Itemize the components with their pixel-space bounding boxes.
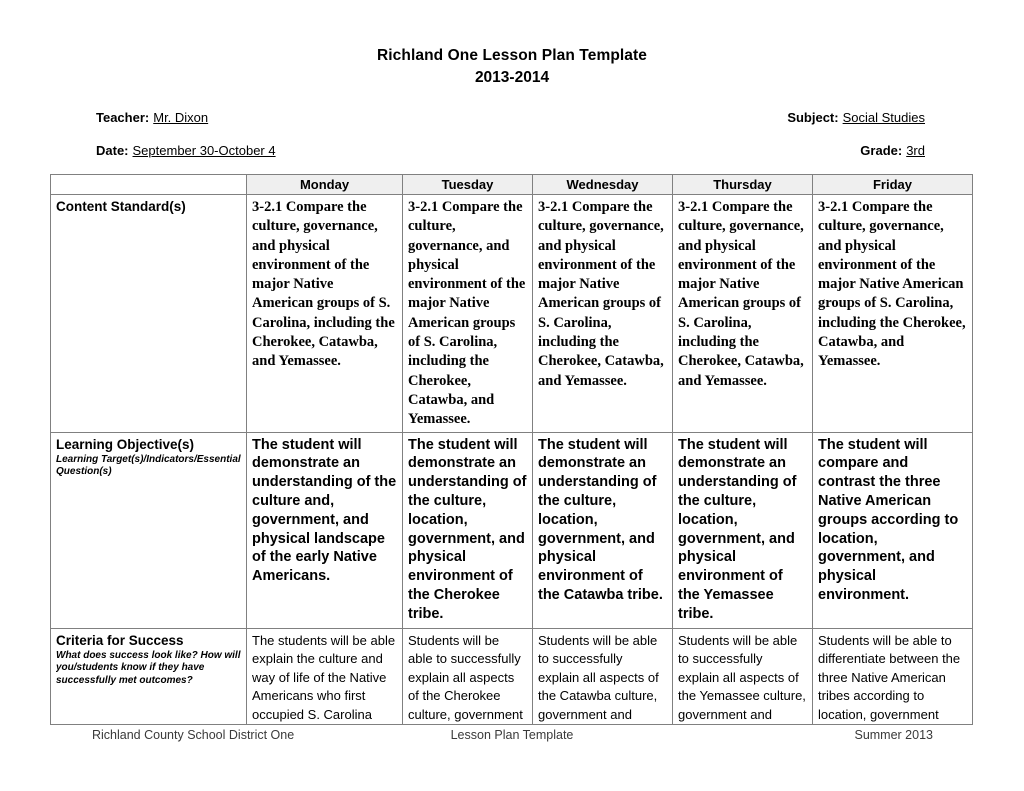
column-header-blank bbox=[51, 175, 247, 195]
cell-content-standard-tuesday[interactable]: 3-2.1 Compare the culture, governance, and physical environment of the major Native American groups of S. Carolina, including the Cherokee, Catawba, and Yemassee. bbox=[403, 195, 533, 433]
cell-criteria-friday[interactable] bbox=[813, 628, 973, 724]
subject-value[interactable]: Social Studies bbox=[842, 110, 925, 125]
footer-left: Richland County School District One bbox=[92, 728, 295, 742]
footer-center: Lesson Plan Template bbox=[450, 728, 574, 742]
table-row bbox=[51, 628, 973, 724]
column-header-thursday: Thursday bbox=[673, 175, 813, 195]
teacher-field bbox=[96, 110, 208, 126]
date-label: Date: bbox=[96, 143, 129, 158]
cell-content-standard-wednesday[interactable]: 3-2.1 Compare the culture, governance, and physical environment of the major Native American groups of S. Carolina, including the Cherokee, Catawba, and Yemassee. bbox=[533, 195, 673, 433]
cell-content-standard-friday[interactable]: 3-2.1 Compare the culture, governance, and physical environment of the major Native American groups of S. Carolina, including the Cherokee, Catawba, and Yemassee. bbox=[813, 195, 973, 433]
row-label-criteria-for-success bbox=[51, 628, 247, 724]
row-label-title: Content Standard(s) bbox=[56, 199, 186, 214]
cell-criteria-wednesday[interactable] bbox=[533, 628, 673, 724]
row-label-subtitle: Learning Target(s)/Indicators/Essential Question(s) bbox=[56, 453, 241, 478]
grade-label: Grade: bbox=[860, 143, 903, 158]
cell-learning-objective-thursday[interactable]: The student will demonstrate an understanding of the culture, location, government, and physical environment of the Yemassee tribe. bbox=[673, 432, 813, 628]
cell-text: Students will be able to successfully explain all aspects of the Catawba culture, government and bbox=[538, 632, 659, 722]
cell-content-standard-monday[interactable]: 3-2.1 Compare the culture, governance, and physical environment of the major Native American groups of S. Carolina, including the Cherokee, Catawba, and Yemassee. bbox=[247, 195, 403, 433]
cell-criteria-monday[interactable] bbox=[247, 628, 403, 724]
page-title: Richland One Lesson Plan Template bbox=[376, 47, 648, 64]
cell-text: Students will be able to differentiate between the three Native American tribes according to location, government bbox=[818, 632, 961, 722]
cell-content-standard-thursday[interactable]: 3-2.1 Compare the culture, governance, and physical environment of the major Native American groups of S. Carolina, including the Cherokee, Catawba, and Yemassee. bbox=[673, 195, 813, 433]
row-label-subtitle: What does success look like? How will you/students know if they have successfully met outcomes? bbox=[56, 649, 241, 686]
row-label-content-standards bbox=[51, 195, 247, 433]
cell-text: Students will be able to successfully explain all aspects of the Cherokee culture, government bbox=[408, 632, 523, 722]
cell-learning-objective-wednesday[interactable]: The student will demonstrate an understanding of the culture, location, government, and physical environment of the Catawba tribe. bbox=[533, 432, 673, 628]
cell-text: Students will be able to successfully explain all aspects of the Yemassee culture, government and bbox=[678, 632, 806, 722]
teacher-value[interactable]: Mr. Dixon bbox=[153, 110, 209, 125]
cell-criteria-thursday[interactable] bbox=[673, 628, 813, 724]
teacher-label: Teacher: bbox=[96, 110, 150, 125]
column-header-tuesday: Tuesday bbox=[403, 175, 533, 195]
footer-right: Summer 2013 bbox=[854, 728, 933, 742]
row-label-learning-objectives bbox=[51, 432, 247, 628]
cell-text: The students will be able explain the culture and way of life of the Native Americans who first occupied S. Carolina bbox=[252, 632, 396, 722]
table-row bbox=[51, 195, 973, 433]
cell-learning-objective-monday[interactable]: The student will demonstrate an understanding of the culture and, government, and physical landscape of the early Native Americans. bbox=[247, 432, 403, 628]
cell-learning-objective-tuesday[interactable]: The student will demonstrate an understanding of the culture, location, government, and physical environment of the Cherokee tribe. bbox=[403, 432, 533, 628]
table-row bbox=[51, 432, 973, 628]
page-footer bbox=[0, 728, 1024, 748]
grade-value[interactable]: 3rd bbox=[906, 143, 925, 158]
column-header-monday: Monday bbox=[247, 175, 403, 195]
table-header-row bbox=[51, 175, 973, 195]
row-label-title: Criteria for Success bbox=[56, 632, 184, 648]
page-subtitle: 2013-2014 bbox=[474, 69, 550, 86]
cell-learning-objective-friday[interactable]: The student will compare and contrast the three Native American groups according to location, government, and physical environment. bbox=[813, 432, 973, 628]
cell-criteria-tuesday[interactable] bbox=[403, 628, 533, 724]
grade-field bbox=[860, 143, 925, 159]
subject-label: Subject: bbox=[787, 110, 839, 125]
date-value[interactable]: September 30-October 4 bbox=[132, 143, 276, 158]
row-label-title: Learning Objective(s) bbox=[56, 436, 195, 452]
lesson-plan-table bbox=[50, 174, 973, 725]
subject-field bbox=[787, 110, 925, 126]
column-header-wednesday: Wednesday bbox=[533, 175, 673, 195]
column-header-friday: Friday bbox=[813, 175, 973, 195]
document-title-block bbox=[0, 45, 1024, 89]
date-field bbox=[96, 143, 276, 159]
